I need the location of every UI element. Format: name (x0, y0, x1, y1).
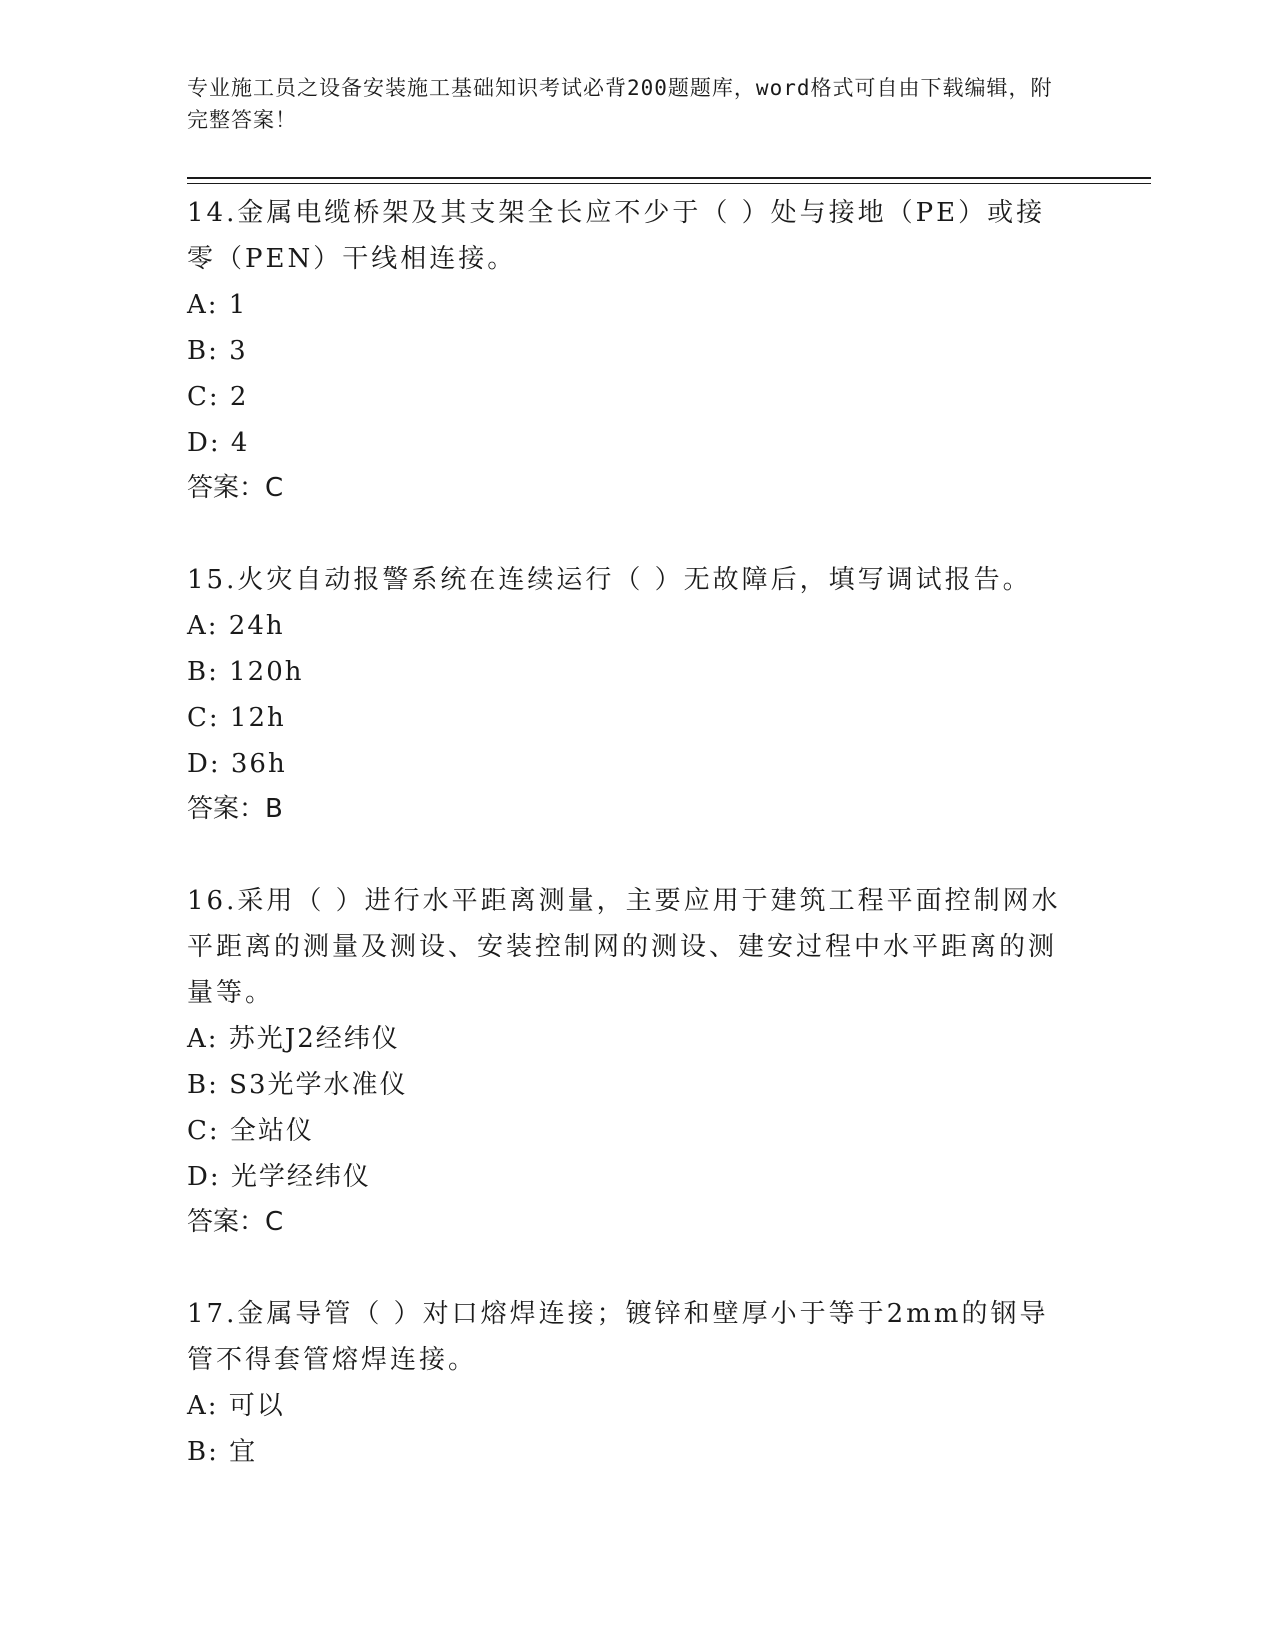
option-a: A: 24h (187, 611, 285, 641)
answer: 答案：C (187, 1207, 284, 1237)
answer: 答案：C (187, 473, 284, 503)
option-c: C: 2 (187, 382, 249, 412)
option-c: C: 全站仪 (187, 1116, 314, 1146)
option-a: A: 苏光J2经纬仪 (187, 1024, 400, 1054)
question-stem: 16.采用（ ）进行水平距离测量，主要应用于建筑工程平面控制网水平距离的测量及测设、安装控制网的测设、建安过程中水平距离的测量等。 (187, 886, 1061, 1008)
option-a: A: 可以 (187, 1391, 285, 1421)
document-header: 专业施工员之设备安装施工基础知识考试必背200题题库，word格式可自由下载编辑，附完整答案！ (187, 76, 1053, 132)
answer: 答案：B (187, 794, 283, 824)
option-b: B: 3 (187, 336, 248, 366)
option-b: B: S3光学水准仪 (187, 1070, 408, 1100)
option-b: B: 宜 (187, 1437, 258, 1467)
question-stem: 14.金属电缆桥架及其支架全长应不少于（ ）处与接地（PE）或接零（PEN）干线相连接。 (187, 198, 1046, 274)
option-d: D: 4 (187, 428, 250, 458)
question-17 (187, 1291, 1067, 1475)
header-rule-thin (187, 183, 1151, 184)
option-d: D: 光学经纬仪 (187, 1162, 371, 1192)
question-stem: 15.火灾自动报警系统在连续运行（ ）无故障后，填写调试报告。 (187, 565, 1032, 595)
question-16 (187, 878, 1067, 1244)
question-15 (187, 557, 1067, 831)
question-stem: 17.金属导管（ ）对口熔焊连接；镀锌和壁厚小于等于2mm的钢导管不得套管熔焊连接。 (187, 1299, 1049, 1375)
option-b: B: 120h (187, 657, 304, 687)
header-rule-thick (187, 177, 1151, 179)
option-c: C: 12h (187, 703, 286, 733)
option-d: D: 36h (187, 749, 287, 779)
question-14 (187, 190, 1067, 510)
option-a: A: 1 (187, 290, 248, 320)
question-list (187, 190, 1067, 1475)
